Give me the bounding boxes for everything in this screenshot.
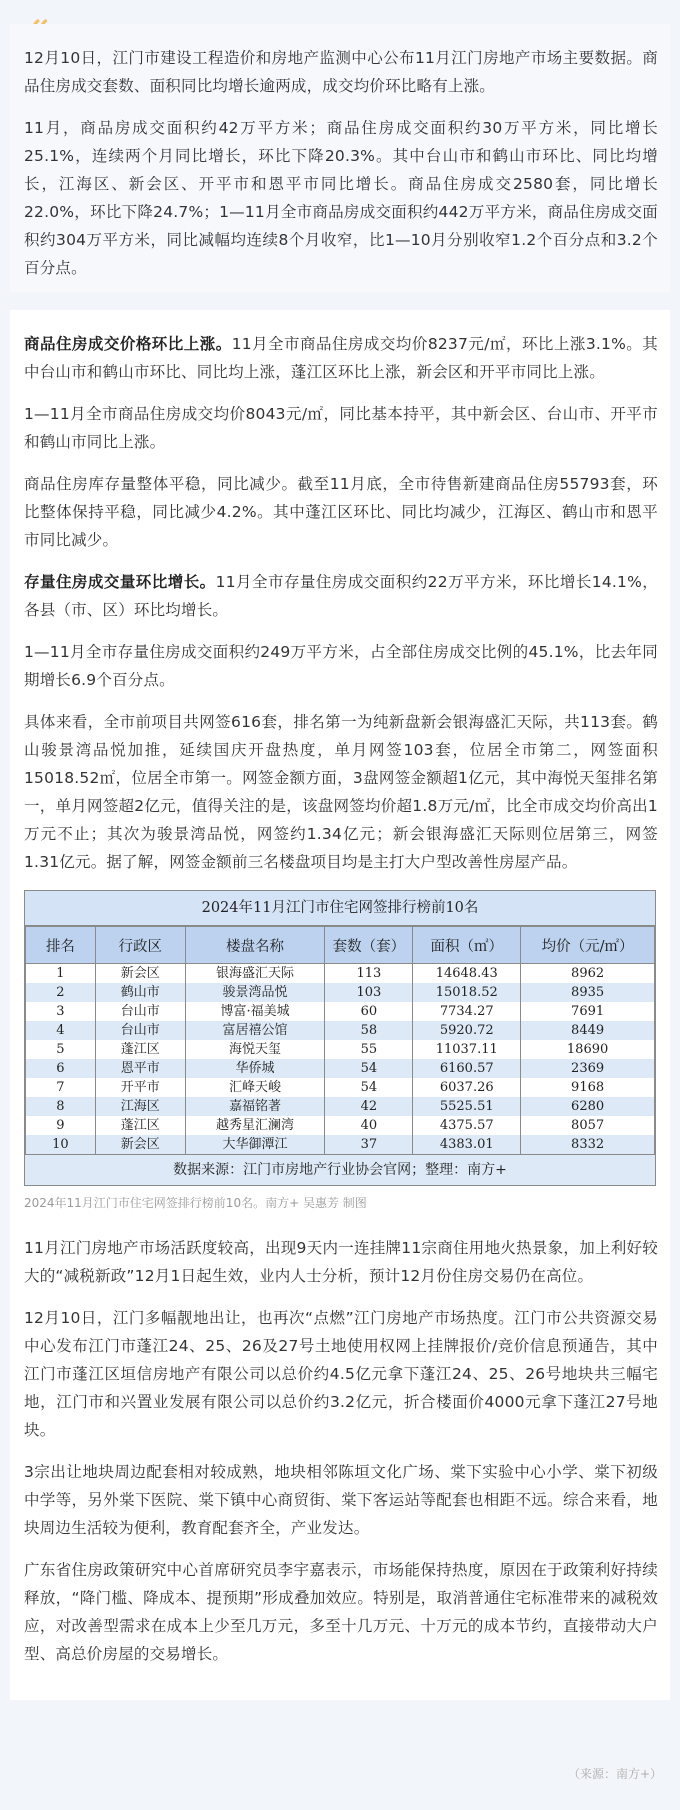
cell-units: 40 [325,1116,413,1135]
cell-units: 113 [325,964,413,984]
table-caption: 2024年11月江门市住宅网签排行榜前10名。南方+ 吴惠芳 制图 [24,1196,367,1210]
cell-area: 14648.43 [413,964,521,984]
article-body [10,310,670,1700]
cell-project: 华侨城 [185,1059,325,1078]
cell-rank: 6 [26,1059,96,1078]
cell-units: 37 [325,1135,413,1155]
table-row [26,1040,655,1059]
cell-area: 5920.72 [413,1021,521,1040]
cell-units: 58 [325,1021,413,1040]
cell-price: 8332 [521,1135,655,1155]
cell-units: 54 [325,1078,413,1097]
ranking-table-grid [25,926,655,1155]
body-paragraph-1 [24,330,658,386]
cell-project: 大华御潭江 [185,1135,325,1155]
cell-price: 8449 [521,1021,655,1040]
body-paragraph-8: 12月10日，江门多幅靓地出让，也再次“点燃”江门房地产市场热度。江门市公共资源交易中心发布江门市蓬江24、25、26及27号土地使用权网上挂牌报价/竞价信息预通告，其中江门市蓬江区垣信房地产有限公司以总价约4.5亿元拿下蓬江24、25、26号地块共三幅宅地，江门市和兴置业发展有限公司以总价约3.2亿元，折合楼面价4000元拿下蓬江27号地块。 [24,1309,658,1439]
table-row [26,1021,655,1040]
cell-price: 6280 [521,1097,655,1116]
cell-rank: 3 [26,1002,96,1021]
cell-area: 5525.51 [413,1097,521,1116]
cell-units: 55 [325,1040,413,1059]
cell-district: 蓬江区 [95,1116,185,1135]
section-heading-price: 商品住房成交价格环比上涨。 [24,335,232,353]
cell-price: 2369 [521,1059,655,1078]
cell-district: 台山市 [95,1021,185,1040]
cell-rank: 7 [26,1078,96,1097]
cell-project: 汇峰天峻 [185,1078,325,1097]
header-units: 套数（套） [325,927,413,964]
body-paragraph-4 [24,568,658,624]
table-source: 数据来源：江门市房地产行业协会官网；整理：南方+ [25,1155,655,1185]
cell-district: 蓬江区 [95,1040,185,1059]
cell-price: 8935 [521,983,655,1002]
cell-area: 6160.57 [413,1059,521,1078]
table-header-row [26,927,655,964]
table-row [26,983,655,1002]
cell-area: 15018.52 [413,983,521,1002]
intro-block [10,24,670,292]
cell-district: 江海区 [95,1097,185,1116]
cell-rank: 8 [26,1097,96,1116]
table-row [26,1078,655,1097]
cell-project: 骏景湾品悦 [185,983,325,1002]
cell-project: 银海盛汇天际 [185,964,325,984]
cell-area: 4375.57 [413,1116,521,1135]
header-district: 行政区 [95,927,185,964]
ranking-table [24,890,656,1186]
table-row [26,1097,655,1116]
table-row [26,964,655,984]
cell-district: 新会区 [95,964,185,984]
table-row [26,1116,655,1135]
cell-project: 海悦天玺 [185,1040,325,1059]
cell-price: 8057 [521,1116,655,1135]
header-area: 面积（㎡） [413,927,521,964]
cell-area: 11037.11 [413,1040,521,1059]
cell-area: 6037.26 [413,1078,521,1097]
body-paragraph-3: 商品住房库存量整体平稳，同比减少。截至11月底，全市待售新建商品住房55793套，环比整体保持平稳，同比减少4.2%。其中蓬江区环比、同比均减少，江海区、鹤山市和恩平市同比减少。 [24,475,658,549]
cell-area: 4383.01 [413,1135,521,1155]
cell-district: 开平市 [95,1078,185,1097]
cell-rank: 4 [26,1021,96,1040]
header-price: 均价（元/㎡） [521,927,655,964]
cell-district: 恩平市 [95,1059,185,1078]
cell-units: 103 [325,983,413,1002]
cell-project: 越秀星汇澜湾 [185,1116,325,1135]
intro-paragraph-1: 12月10日，江门市建设工程造价和房地产监测中心公布11月江门房地产市场主要数据。商品住房成交套数、面积同比均增长逾两成，成交均价环比略有上涨。 [24,49,658,95]
cell-project: 博富·福美城 [185,1002,325,1021]
section-heading-resale: 存量住房成交量环比增长。 [24,573,216,591]
body-paragraph-6: 具体来看，全市前项目共网签616套，排名第一为纯新盘新会银海盛汇天际，共113套。鹤山骏景湾品悦加推，延续国庆开盘热度，单月网签103套，位居全市第二，网签面积15018.52㎡，位居全市第一。网签金额方面，3盘网签金额超1亿元，其中海悦天玺排名第一，单月网签超2亿元，值得关注的是，该盘网签均价超1.8万元/㎡，比全市成交均价高出1万元不止；其次为骏景湾品悦，网签约1.34亿元；新会银海盛汇天际则位居第三，网签1.31亿元。据了解，网签金额前三名楼盘项目均是主打大户型改善性房屋产品。 [24,713,658,871]
source-note: （来源：南方+） [567,1767,662,1781]
cell-price: 9168 [521,1078,655,1097]
cell-district: 新会区 [95,1135,185,1155]
header-project: 楼盘名称 [185,927,325,964]
table-title: 2024年11月江门市住宅网签排行榜前10名 [25,891,655,926]
cell-price: 7691 [521,1002,655,1021]
cell-rank: 10 [26,1135,96,1155]
table-row [26,1059,655,1078]
cell-district: 鹤山市 [95,983,185,1002]
cell-units: 54 [325,1059,413,1078]
body-paragraph-1-text: 11月全市商品住房成交均价8237元/㎡，环比上涨3.1%。其中台山市和鹤山市环比、同比均上涨，蓬江区环比上涨，新会区和开平市同比上涨。 [24,335,658,381]
cell-area: 7734.27 [413,1002,521,1021]
cell-price: 18690 [521,1040,655,1059]
cell-rank: 2 [26,983,96,1002]
body-paragraph-7: 11月江门房地产市场活跃度较高，出现9天内一连挂牌11宗商住用地火热景象，加上利好较大的“减税新政”12月1日起生效，业内人士分析，预计12月份住房交易仍在高位。 [24,1239,658,1285]
cell-units: 60 [325,1002,413,1021]
cell-district: 台山市 [95,1002,185,1021]
body-paragraph-9: 3宗出让地块周边配套相对较成熟，地块相邻陈垣文化广场、棠下实验中心小学、棠下初级中学等，另外棠下医院、棠下镇中心商贸街、棠下客运站等配套也相距不远。综合来看，地块周边生活较为便利，教育配套齐全，产业发达。 [24,1463,658,1537]
cell-rank: 5 [26,1040,96,1059]
cell-project: 嘉福铭著 [185,1097,325,1116]
body-paragraph-2: 1—11月全市商品住房成交均价8043元/㎡，同比基本持平，其中新会区、台山市、开平市和鹤山市同比上涨。 [24,405,658,451]
header-rank: 排名 [26,927,96,964]
table-row [26,1002,655,1021]
body-paragraph-10: 广东省住房政策研究中心首席研究员李宇嘉表示，市场能保持热度，原因在于政策利好持续释放，“降门槛、降成本、提预期”形成叠加效应。特别是，取消普通住宅标准带来的减税效应，对改善型需求在成本上少至几万元，多至十几万元、十万元的成本节约，直接带动大户型、高总价房屋的交易增长。 [24,1561,658,1663]
cell-price: 8962 [521,964,655,984]
cell-rank: 1 [26,964,96,984]
cell-rank: 9 [26,1116,96,1135]
cell-units: 42 [325,1097,413,1116]
body-paragraph-5: 1—11月全市存量住房成交面积约249万平方米，占全部住房成交比例的45.1%，比去年同期增长6.9个百分点。 [24,643,658,689]
body-paragraph-4-text: 11月全市存量住房成交面积约22万平方米，环比增长14.1%，各县（市、区）环比均增长。 [24,573,658,619]
cell-project: 富居禧公馆 [185,1021,325,1040]
table-row [26,1135,655,1155]
intro-paragraph-2: 11月，商品房成交面积约42万平方米；商品住房成交面积约30万平方米，同比增长25.1%，连续两个月同比增长，环比下降20.3%。其中台山市和鹤山市环比、同比均增长，江海区、新会区、开平市和恩平市同比增长。商品住房成交2580套，同比增长22.0%，环比下降24.7%；1—11月全市商品房成交面积约442万平方米，商品住房成交面积约304万平方米，同比减幅均连续8个月收窄，比1—10月分别收窄1.2个百分点和3.2个百分点。 [24,119,658,277]
